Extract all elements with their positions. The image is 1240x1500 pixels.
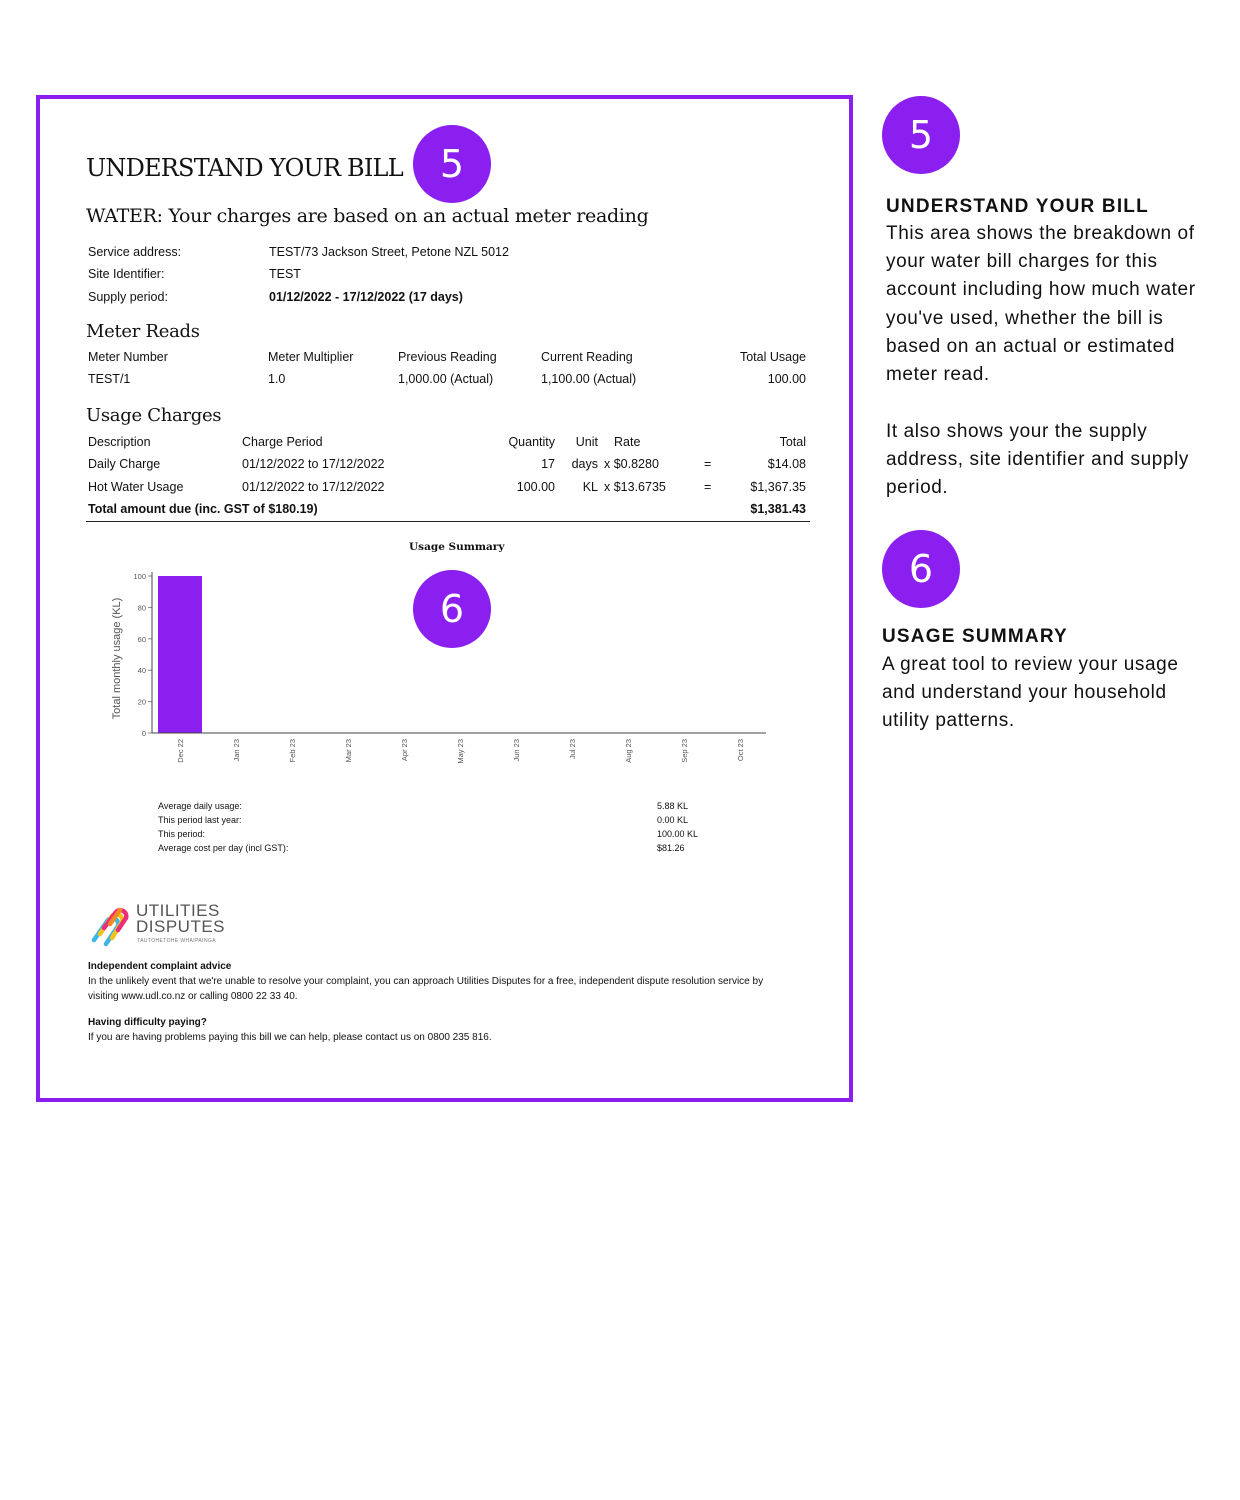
- y-tick-label: 100: [133, 572, 146, 581]
- rate-header: Rate: [614, 435, 641, 449]
- charge-total-cell: $1,367.35: [750, 480, 806, 494]
- logo-line-2: DISPUTES: [136, 917, 226, 936]
- complaint-heading: Independent complaint advice: [88, 961, 232, 972]
- side-text-usage: A great tool to review your usage and understand your household utility patterns.: [882, 654, 1179, 732]
- charge-quantity-cell: 17: [541, 457, 555, 471]
- last-year-value: 0.00 KL: [657, 815, 689, 825]
- bill-title: UNDERSTAND YOUR BILL: [86, 154, 403, 182]
- bill-panel: [36, 95, 853, 1102]
- charge-period-cell: 01/12/2022 to 17/12/2022: [242, 457, 385, 471]
- charge-quantity-cell: 100.00: [516, 480, 555, 494]
- previous-reading-cell: 1,000.00 (Actual): [398, 372, 494, 386]
- x-tick-label: Mar 23: [344, 739, 353, 763]
- y-tick-label: 40: [137, 666, 146, 676]
- avg-cost-label: Average cost per day (incl GST):: [158, 843, 289, 853]
- total-amount-label: Total amount due (inc. GST of $180.19): [88, 502, 318, 516]
- x-tick-label: Jan 23: [232, 739, 241, 762]
- avg-cost-value: $81.26: [657, 843, 685, 853]
- total-usage-cell: 100.00: [767, 372, 806, 386]
- meter-number-cell: TEST/1: [88, 372, 131, 386]
- charge-period-header: Charge Period: [242, 435, 323, 449]
- utilities-disputes-logo-icon: [88, 906, 134, 950]
- meter-multiplier-cell: 1.0: [268, 372, 286, 386]
- charge-total-cell: $14.08: [767, 457, 806, 471]
- side-text-address: It also shows your the supply address, site identifier and supply period.: [886, 421, 1189, 499]
- water-heading: WATER: Your charges are based on an actual meter reading: [86, 205, 649, 227]
- last-year-label: This period last year:: [158, 815, 242, 825]
- charge-unit-cell: days: [571, 457, 598, 471]
- x-tick-label: May 23: [456, 739, 465, 764]
- y-tick-label: 80: [137, 603, 146, 613]
- logo-subtitle: TAUTOHETOHE WHAIPAINGA: [137, 938, 216, 944]
- supply-period-value: 01/12/2022 - 17/12/2022 (17 days): [269, 290, 463, 304]
- charge-unit-cell: KL: [582, 480, 598, 494]
- meter-number-header: Meter Number: [88, 350, 168, 364]
- complaint-text-line-2: visiting www.udl.co.nz or calling 0800 22 33 40.: [88, 991, 298, 1002]
- charge-description-cell: Daily Charge: [88, 457, 161, 471]
- total-usage-header: Total Usage: [739, 350, 806, 364]
- x-tick-label: Aug 23: [624, 739, 633, 763]
- difficulty-text: If you are having problems paying this bill we can help, please contact us on 0800 235 816.: [88, 1032, 492, 1043]
- y-tick-label: 0: [141, 729, 146, 738]
- total-amount-value: $1,381.43: [750, 502, 806, 516]
- charge-equals-cell: =: [704, 457, 712, 471]
- logo-line-1: UTILITIES: [136, 901, 220, 920]
- y-axis-label: Total monthly usage (KL): [111, 597, 123, 720]
- previous-reading-header: Previous Reading: [398, 350, 497, 364]
- avg-daily-usage-label: Average daily usage:: [158, 801, 242, 811]
- unit-header: Unit: [575, 435, 598, 449]
- badge-5-side: 5: [882, 96, 960, 174]
- quantity-header: Quantity: [508, 435, 555, 449]
- charge-description-cell: Hot Water Usage: [88, 480, 184, 494]
- this-period-label: This period:: [158, 829, 206, 839]
- supply-period-label: Supply period:: [88, 290, 168, 304]
- charge-rate-cell: x $0.8280: [604, 457, 659, 471]
- description-header: Description: [88, 435, 151, 449]
- site-identifier-label: Site Identifier:: [88, 267, 165, 281]
- service-address-label: Service address:: [88, 245, 182, 259]
- x-tick-label: Feb 23: [288, 739, 297, 763]
- site-identifier-value: TEST: [269, 267, 301, 281]
- y-tick-label: 20: [137, 697, 146, 707]
- usage-charges-heading: Usage Charges: [86, 405, 222, 426]
- current-reading-cell: 1,100.00 (Actual): [541, 372, 637, 386]
- side-heading-understand: UNDERSTAND YOUR BILL: [886, 196, 1149, 217]
- side-heading-usage: USAGE SUMMARY: [882, 626, 1068, 647]
- complaint-text-line-1: In the unlikely event that we're unable to resolve your complaint, you can approach Utilities Disputes for a free, independent dispute resolution service by: [88, 976, 764, 987]
- x-tick-label: Sep 23: [680, 739, 689, 763]
- charge-equals-cell: =: [704, 480, 712, 494]
- total-divider: [86, 521, 810, 522]
- badge-5-bill: 5: [413, 125, 491, 203]
- total-header: Total: [779, 435, 806, 449]
- avg-daily-usage-value: 5.88 KL: [657, 801, 689, 811]
- badge-6-side: 6: [882, 530, 960, 608]
- y-tick-label: 60: [137, 634, 146, 644]
- side-text-understand: This area shows the breakdown of your water bill charges for this account including how much water you've used, whether the bill is based on an actual or estimated meter read.: [886, 223, 1196, 386]
- x-tick-label: Dec 22: [176, 739, 185, 763]
- service-address-value: TEST/73 Jackson Street, Petone NZL 5012: [269, 245, 509, 259]
- meter-reads-heading: Meter Reads: [86, 321, 200, 342]
- difficulty-heading: Having difficulty paying?: [88, 1017, 207, 1028]
- x-tick-label: Oct 23: [736, 739, 745, 762]
- current-reading-header: Current Reading: [541, 350, 633, 364]
- x-tick-label: Jul 23: [568, 739, 577, 760]
- charge-period-cell: 01/12/2022 to 17/12/2022: [242, 480, 385, 494]
- badge-6-chart: 6: [413, 570, 491, 648]
- this-period-value: 100.00 KL: [657, 829, 699, 839]
- x-tick-label: Jun 23: [512, 739, 521, 762]
- usage-summary-chart: [100, 531, 780, 781]
- bar-dec-22: [158, 576, 202, 733]
- x-tick-label: Apr 23: [400, 739, 409, 762]
- meter-multiplier-header: Meter Multiplier: [268, 350, 354, 364]
- charge-rate-cell: x $13.6735: [604, 480, 666, 494]
- chart-title: Usage Summary: [409, 541, 505, 553]
